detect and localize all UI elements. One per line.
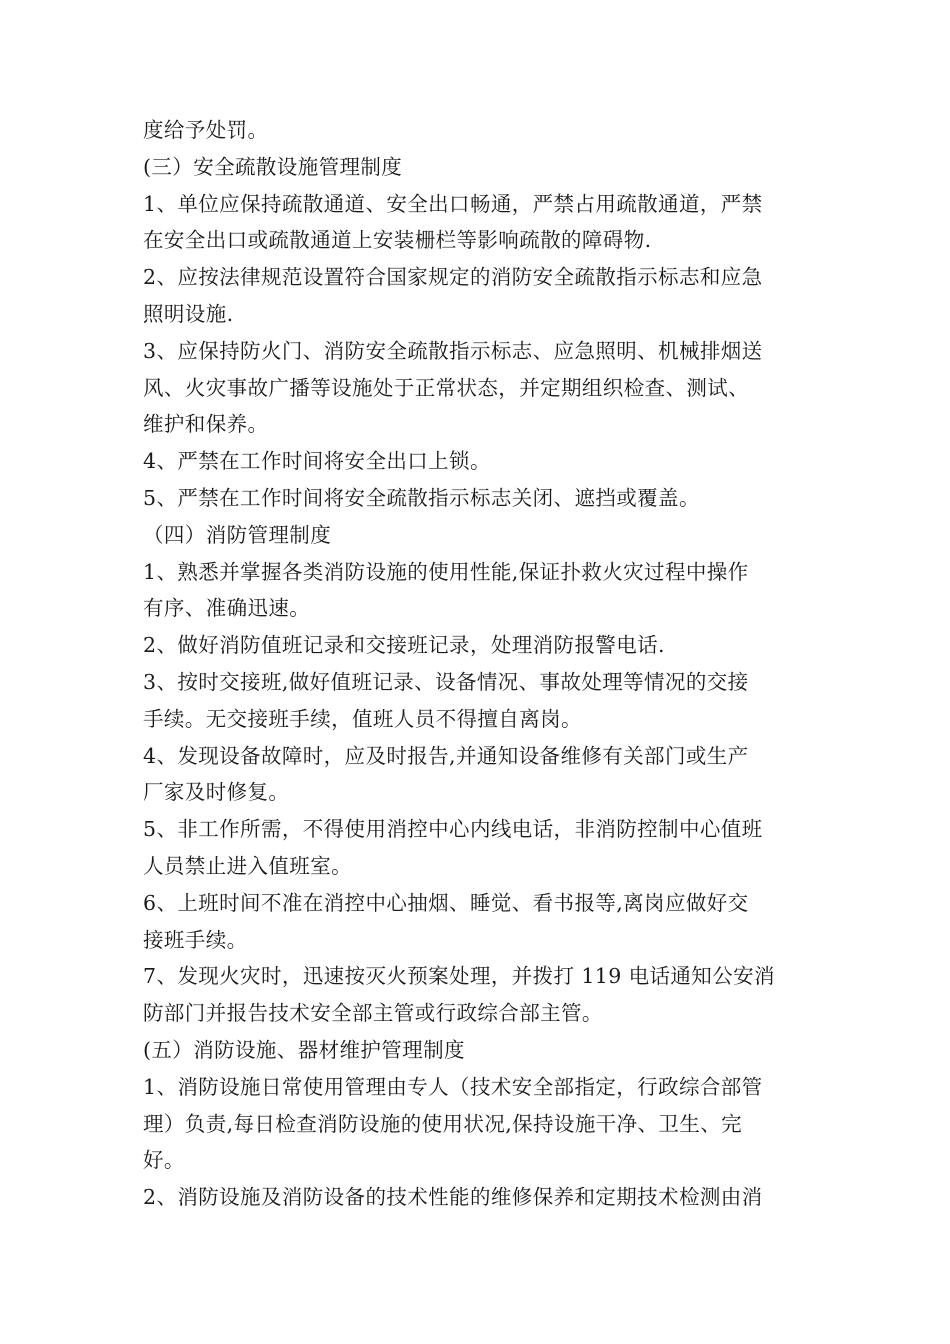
section-heading-3: (三）安全疏散设施管理制度 xyxy=(143,154,403,179)
text-line: 维护和保养。 xyxy=(143,412,269,437)
text-line: 风、火灾事故广播等设施处于正常状态，并定期组织检查、测试、 xyxy=(143,375,750,400)
text-line: 5、非工作所需，不得使用消控中心内线电话，非消防控制中心值班 xyxy=(143,817,763,842)
text-line: 5、严禁在工作时间将安全疏散指示标志关闭、遮挡或覆盖。 xyxy=(143,485,700,510)
section-heading-5: (五）消防设施、器材维护管理制度 xyxy=(143,1037,465,1062)
text-line: 在安全出口或疏散通道上安装栅栏等影响疏散的障碍物. xyxy=(143,228,652,253)
text-line: 照明设施. xyxy=(143,301,234,326)
text-line: 4、严禁在工作时间将安全出口上锁。 xyxy=(143,449,491,474)
document-body xyxy=(143,112,813,1216)
text-line: 2、消防设施及消防设备的技术性能的维修保养和定期技术检测由消 xyxy=(143,1185,763,1210)
text-line: 手续。无交接班手续，值班人员不得擅自离岗。 xyxy=(143,706,582,731)
text-line: 理）负责,每日检查消防设施的使用状况,保持设施干净、卫生、完 xyxy=(143,1111,743,1136)
text-line: 2、应按法律规范设置符合国家规定的消防安全疏散指示标志和应急 xyxy=(143,265,763,290)
text-line: 7、发现火灾时，迅速按灭火预案处理，并拨打 119 电话通知公安消 xyxy=(143,964,775,989)
text-line: 度给予处罚。 xyxy=(143,118,269,142)
text-line: 3、按时交接班,做好值班记录、设备情况、事故处理等情况的交接 xyxy=(143,669,749,694)
text-line: 1、熟悉并掌握各类消防设施的使用性能,保证扑救火灾过程中操作 xyxy=(143,559,749,584)
text-line: 3、应保持防火门、消防安全疏散指示标志、应急照明、机械排烟送 xyxy=(143,338,763,363)
text-line: 1、单位应保持疏散通道、安全出口畅通，严禁占用疏散通道，严禁 xyxy=(143,191,763,216)
text-line: 好。 xyxy=(143,1148,185,1173)
text-line: 接班手续。 xyxy=(143,927,248,952)
text-line: 6、上班时间不准在消控中心抽烟、睡觉、看书报等,离岗应做好交 xyxy=(143,890,749,915)
text-line: 防部门并报告技术安全部主管或行政综合部主管。 xyxy=(143,1001,603,1026)
text-line: 厂家及时修复。 xyxy=(143,780,290,805)
text-line: 1、消防设施日常使用管理由专人（技术安全部指定，行政综合部管 xyxy=(143,1074,763,1099)
section-heading-4: （四）消防管理制度 xyxy=(143,522,332,547)
text-line: 2、做好消防值班记录和交接班记录，处理消防报警电话. xyxy=(143,633,665,658)
text-line: 人员禁止进入值班室。 xyxy=(143,853,352,878)
text-line: 4、发现设备故障时，应及时报告,并通知设备维修有关部门或生产 xyxy=(143,743,749,768)
text-line: 有序、准确迅速。 xyxy=(143,596,311,621)
